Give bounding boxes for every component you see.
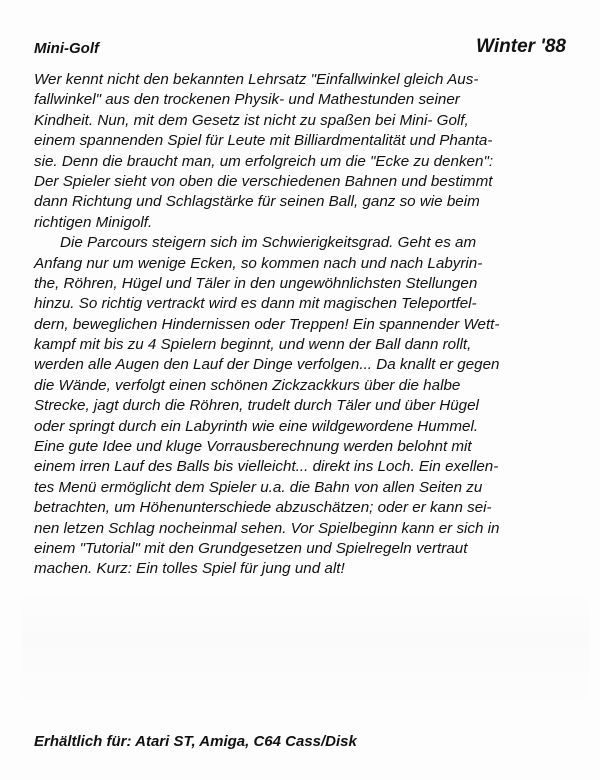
game-title: Mini-Golf [34,40,99,57]
text-line: Der Spieler sieht von oben die verschiedenen Bahnen und bestimmt [34,172,493,190]
article-body [34,70,574,580]
text-line: tes Menü ermöglicht dem Spieler u.a. die Bahn von allen Seiten zu [34,478,483,496]
text-line: Wer kennt nicht den bekannten Lehrsatz "Einfallwinkel gleich Aus- [34,71,479,88]
issue-label: Winter '88 [476,36,566,57]
text-line: die Wände, verfolgt einen schönen Zickzackkurs über die halbe [34,376,461,394]
text-line: werden alle Augen den Lauf der Dinge verfolgen... Da knallt er gegen [34,356,500,374]
text-line: Strecke, jagt durch die Röhren, trudelt durch Täler und über Hügel [34,397,479,415]
paragraph-2 [34,233,574,580]
text-line: the, Röhren, Hügel und Täler in den ungewöhnlichsten Stellungen [34,274,478,292]
page-header [34,38,566,64]
availability-note: Erhältlich für: Atari ST, Amiga, C64 Cass/Disk [34,733,357,750]
text-line: Die Parcours steigern sich im Schwierigkeitsgrad. Geht es am [60,234,477,252]
text-line: Anfang nur um wenige Ecken, so kommen nach und nach Labyrin- [34,254,483,272]
text-line: machen. Kurz: Ein tolles Spiel für jung und alt! [34,560,345,578]
text-line: fallwinkel" aus den trockenen Physik- und Mathestunden seiner [34,91,460,109]
text-line: einem spannenden Spiel für Leute mit Billiardmentalität und Phanta- [34,132,493,150]
text-line: sie. Denn die braucht man, um erfolgreich um die "Ecke zu denken": [34,152,494,170]
text-line: dann Richtung und Schlagstärke für seinen Ball, ganz so wie beim [34,193,480,211]
text-line: dern, beweglichen Hindernissen oder Treppen! Ein spannender Wett- [34,315,500,333]
text-line: Eine gute Idee und kluge Vorrausberechnung werden belohnt mit [34,438,472,456]
text-line: betrachten, um Höhenunterschiede abzuschätzen; oder er kann sei- [34,499,492,517]
text-line: nen letzen Schlag nocheinmal sehen. Vor Spielbeginn kann er sich in [34,519,500,537]
text-line: kampf mit bis zu 4 Spielern beginnt, und wenn der Ball dann rollt, [34,336,472,354]
paragraph-1 [34,70,574,233]
text-line: hinzu. So richtig vertrackt wird es dann mit magischen Teleportfel- [34,295,477,313]
text-line: Kindheit. Nun, mit dem Gesetz ist nicht zu spaßen bei Mini- Golf, [34,111,469,129]
text-line: richtigen Minigolf. [34,213,153,231]
text-line: oder springt durch ein Labyrinth wie eine wildgewordene Hummel. [34,417,479,435]
text-line: einem "Tutorial" mit den Grundgesetzen und Spielregeln vertraut [34,539,468,557]
text-line: einem irren Lauf des Balls bis vielleicht... direkt ins Loch. Ein exellen- [34,458,499,476]
scan-shadow [22,590,590,710]
